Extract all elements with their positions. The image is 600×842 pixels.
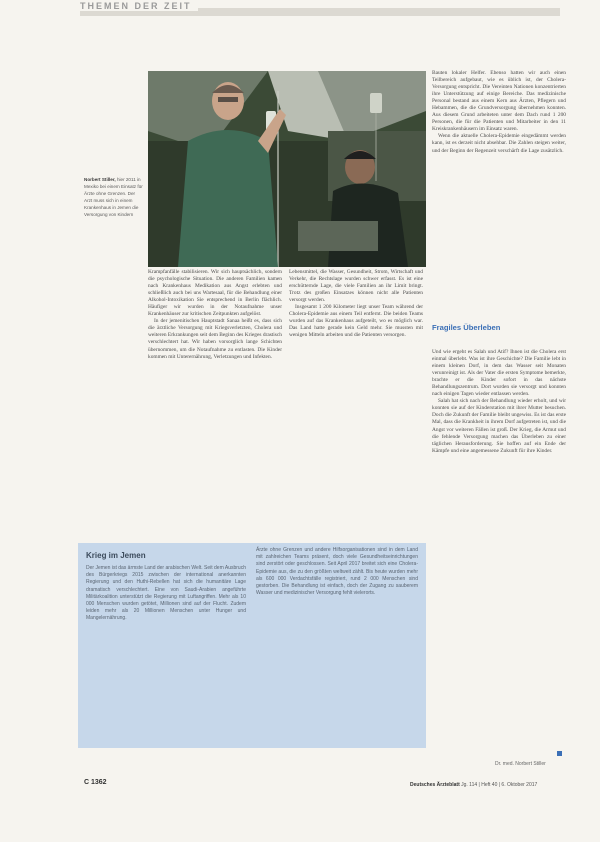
info-box	[78, 543, 426, 748]
info-box-column-2	[256, 547, 418, 597]
page-number: C 1362	[84, 779, 107, 786]
article-photo	[148, 71, 426, 267]
journal-footer	[410, 782, 537, 788]
caption-text: hier 2011 in Mexiko bei einem Einsatz für Ärzte ohne Grenzen. Der Arzt muss sich in einem Krankenhaus in Jemen die Versorgung von Kindern	[84, 177, 143, 217]
paragraph: Bauten lokaler Helfer. Ebenso hatten wir auch einen Teilbereich aufgebaut, wie es üblich ist, der Cholera-Versorgung entspricht. Die Vereinten Nationen konzentrierten ihre Unterstützung auf einige Bereiche. Das medizinische Personal bestand aus einem Kern aus Ärzten, Pflegern und Hebammen, die die Grundversorgung übernehmen konnten. Aus diesem Grund arbeiteten unter dem Dach rund 1 200 Personen, die für die Patienten und Mitarbeiter in den 11 Kreiskrankenhäusern im Einsatz waren.	[432, 70, 566, 133]
photo-caption	[84, 176, 144, 218]
paragraph: Krampfanfälle stabilisieren. Wir sich hauptsächlich, sondern die psychologische Situation. Die anderen Familien kamen nach Krankenhaus Medikation aus Angst erlebten und schließlich auch bei uns Wartesaal, für die Behandlung einer Alkohol-Intoxikation Sie entsprechend in Berlin flächlich. Häufiger wir wurden in der Notaufnahme unser Krankenhäuser zur kritischen Zeitpunkten aufgelöst.	[148, 269, 282, 318]
article-column-3-continued	[432, 349, 566, 749]
paragraph: Wenn die aktuelle Cholera-Epidemie eingedämmt werden kann, ist es derzeit nicht absehbar. Die Zahlen steigen weiter, und der Beginn der Regenzeit verschärft die Lage zusätzlich.	[432, 133, 566, 154]
journal-issue: Jg. 114 | Heft 40 | 6. Oktober 2017	[461, 782, 538, 788]
paragraph: Insgesamt 1 200 Kilometer liegt unser Team während der Cholera-Epidemie aus einem Teil entfernt. Die beiden Teams wurden auf das Krankenhaus aufgeteilt, wo es möglich war. Das Land hatte gerade kein Geld mehr. Sie mussten mit wenigen Mitteln arbeiten und die Patienten versorgen.	[289, 304, 423, 339]
info-box-text: Der Jemen ist das ärmste Land der arabischen Welt. Seit dem Ausbruch des Bürgerkriegs 2015 zwischen der international anerkannten Regierung und den Huthi-Rebellen hat sich die humanitäre Lage dramatisch verschlechtert. Eine von Saudi-Arabien angeführte Militärkoalition unterstützt die Regierung mit Luftangriffen. Mehr als 10 000 Menschen wurden getötet, Millionen sind auf der Flucht. Zudem leiden mehr als 20 Millionen Menschen unter Hunger und Mangelernährung.	[86, 565, 246, 622]
section-title: THEMEN DER ZEIT	[80, 1, 198, 11]
article-column-3	[432, 70, 566, 314]
paragraph: Salah hat sich nach der Behandlung wieder erholt, und wir konnten sie auf der Kinderstation mit ihrer Mutter besuchen. Doch die Zukunft der Familie bleibt ungewiss. Es ist das erste Mal, dass die Krankheit in ihrem Dorf aufgetreten ist, und die Angst vor weiteren Fällen ist groß. Der Krieg, die Armut und die fehlende Versorgung machen das Überleben zu einer täglichen Herausforderung. Sie hoffen auf ein Ende der Kämpfe und eine angemessene Zukunft für ihre Kinder.	[432, 398, 566, 454]
subheading: Fragiles Überleben	[432, 323, 501, 332]
paragraph: Lebensmittel, die Wasser, Gesundheit, Strom, Wirtschaft und Verkehr, die Rechtslage wurden schwer erfasst. Es ist eine erschütternde Lage, die viele Familien an ihr Limit bringt. Trotz des großen Einsatzes können nicht alle Patienten versorgt werden.	[289, 269, 423, 304]
author-credit: Dr. med. Norbert Stiller	[495, 761, 546, 767]
running-header	[0, 0, 600, 20]
paragraph: Und wie ergeht es Salah und Atif? Ihnen ist die Cholera erst einmal überlebt. Was ist ihre Geschichte? Die Familie lebt in einem kleinen Dorf, in dem das Wasser seit Monaten verunreinigt ist. Als der Vater die ersten Symptome bemerkte, brachte er die Kinder sofort in das nächste Behandlungszentrum. Dort wurden sie versorgt und konnten nach einigen Tagen wieder entlassen werden.	[432, 349, 566, 398]
paragraph: In der jemenitischen Hauptstadt Sanaa heißt es, dass sich die ärztliche Versorgung mit Kriegsverletzten, Cholera und weiteren Erkrankungen seit dem Beginn des Krieges drastisch verschlechtert hat. Wir haben vorsorglich lange Schichten übernommen, um die Notaufnahme zu entlasten. Die Kinder kommen mit Unterernährung, Verletzungen und Infekten.	[148, 318, 282, 360]
info-box-title: Krieg im Jemen	[86, 551, 146, 560]
caption-name: Norbert Stiller,	[84, 177, 116, 182]
article-column-1	[148, 269, 282, 541]
end-mark-icon	[557, 751, 562, 756]
article-column-2	[289, 269, 423, 541]
photo-of-doctor-at-drip-stand-icon	[148, 71, 426, 267]
info-box-column-1	[86, 565, 246, 623]
info-box-text: Ärzte ohne Grenzen und andere Hilfsorganisationen sind in dem Land mit zahlreichen Teams präsent, doch viele Gesundheitseinrichtungen sind zerstört oder geschlossen. Seit April 2017 breitet sich eine Cholera-Epidemie aus, die zu den größten weltweit zählt. Bis heute wurden mehr als 600 000 Verdachtsfälle registriert, rund 2 000 Menschen sind gestorben. Die Behandlung ist einfach, doch der Zugang zu sauberem Wasser und medizinischer Versorgung fehlt vielerorts.	[256, 547, 418, 597]
journal-name: Deutsches Ärzteblatt	[410, 782, 460, 788]
